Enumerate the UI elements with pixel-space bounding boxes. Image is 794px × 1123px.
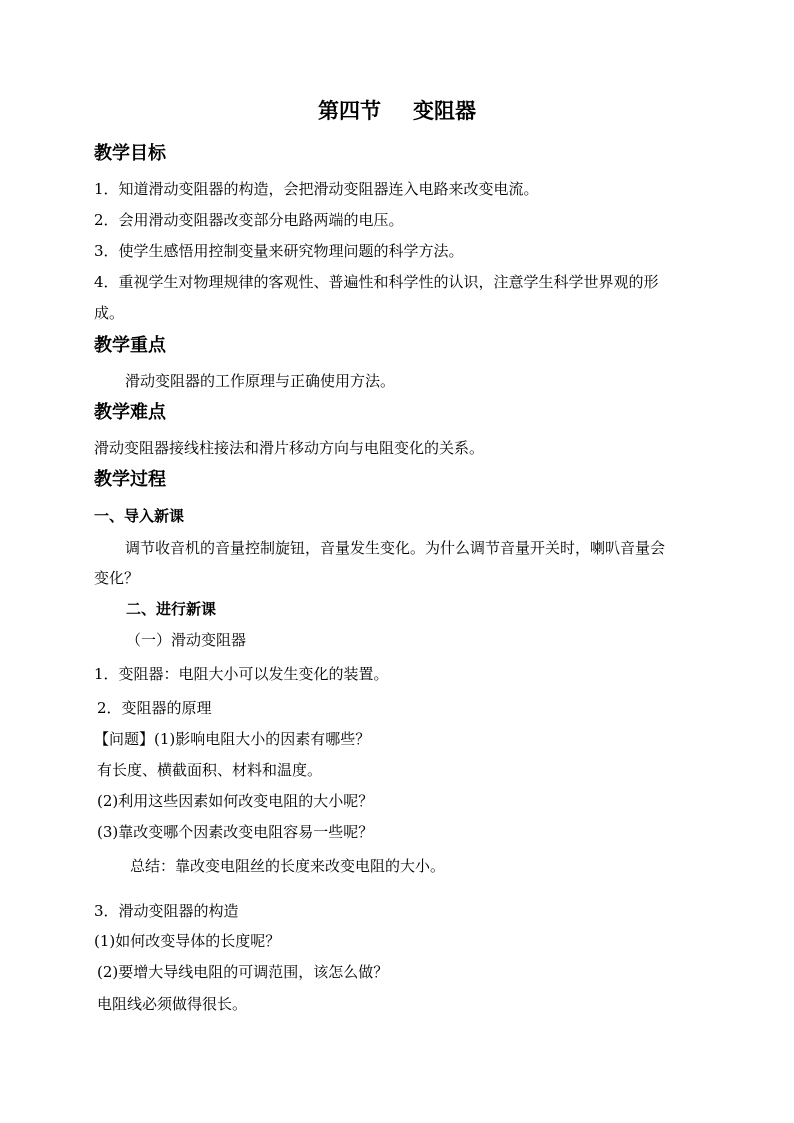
question-line-3: (3)靠改变哪个因素改变电阻容易一些呢？ (97, 823, 374, 841)
goal-item-2: 2．会用滑动变阻器改变部分电路两端的电压。 (94, 211, 404, 229)
answer-line: 有长度、横截面积、材料和温度。 (97, 761, 323, 779)
construction-q2: (2)要增大导线电阻的可调范围，该怎么做？ (97, 963, 389, 981)
construction-heading: 3．滑动变阻器的构造 (94, 902, 239, 920)
process-heading: 教学过程 (94, 469, 166, 490)
construction-answer: 电阻线必须做得很长。 (97, 995, 248, 1013)
question-line-2: (2)利用这些因素如何改变电阻的大小呢？ (97, 792, 374, 810)
intro-line-2: 变化？ (94, 569, 140, 587)
subsection-heading: （一）滑动变阻器 (126, 631, 247, 649)
intro-heading: 一、导入新课 (94, 507, 185, 525)
key-heading: 教学重点 (94, 335, 166, 356)
body-line-1: 1．变阻器：电阻大小可以发生变化的装置。 (94, 665, 389, 683)
intro-line-1: 调节收音机的音量控制旋钮，音量发生变化。为什么调节音量开关时，喇叭音量会 (125, 539, 666, 557)
question-line: 【问题】(1)影响电阻大小的因素有哪些？ (94, 730, 371, 748)
difficulty-text: 滑动变阻器接线柱接法和滑片移动方向与电阻变化的关系。 (94, 439, 485, 457)
section-title: 变阻器 (413, 98, 476, 123)
goal-item-3: 3．使学生感悟用控制变量来研究物理问题的科学方法。 (94, 242, 464, 260)
new-lesson-heading: 二、进行新课 (126, 600, 217, 618)
difficulty-heading: 教学难点 (94, 402, 166, 423)
construction-q1: (1)如何改变导体的长度呢？ (94, 932, 281, 950)
goals-heading: 教学目标 (94, 143, 166, 164)
goal-item-4: 4．重视学生对物理规律的客观性、普遍性和科学性的认识，注意学生科学世界观的形 (94, 273, 659, 291)
section-number: 第四节 (318, 98, 381, 123)
goal-item-4-cont: 成。 (94, 304, 125, 322)
page-title (0, 98, 794, 124)
key-text: 滑动变阻器的工作原理与正确使用方法。 (125, 372, 396, 390)
body-line-2: 2．变阻器的原理 (97, 699, 212, 717)
goal-item-1: 1．知道滑动变阻器的构造，会把滑动变阻器连入电路来改变电流。 (94, 180, 539, 198)
summary-line: 总结：靠改变电阻丝的长度来改变电阻的大小。 (130, 857, 446, 875)
